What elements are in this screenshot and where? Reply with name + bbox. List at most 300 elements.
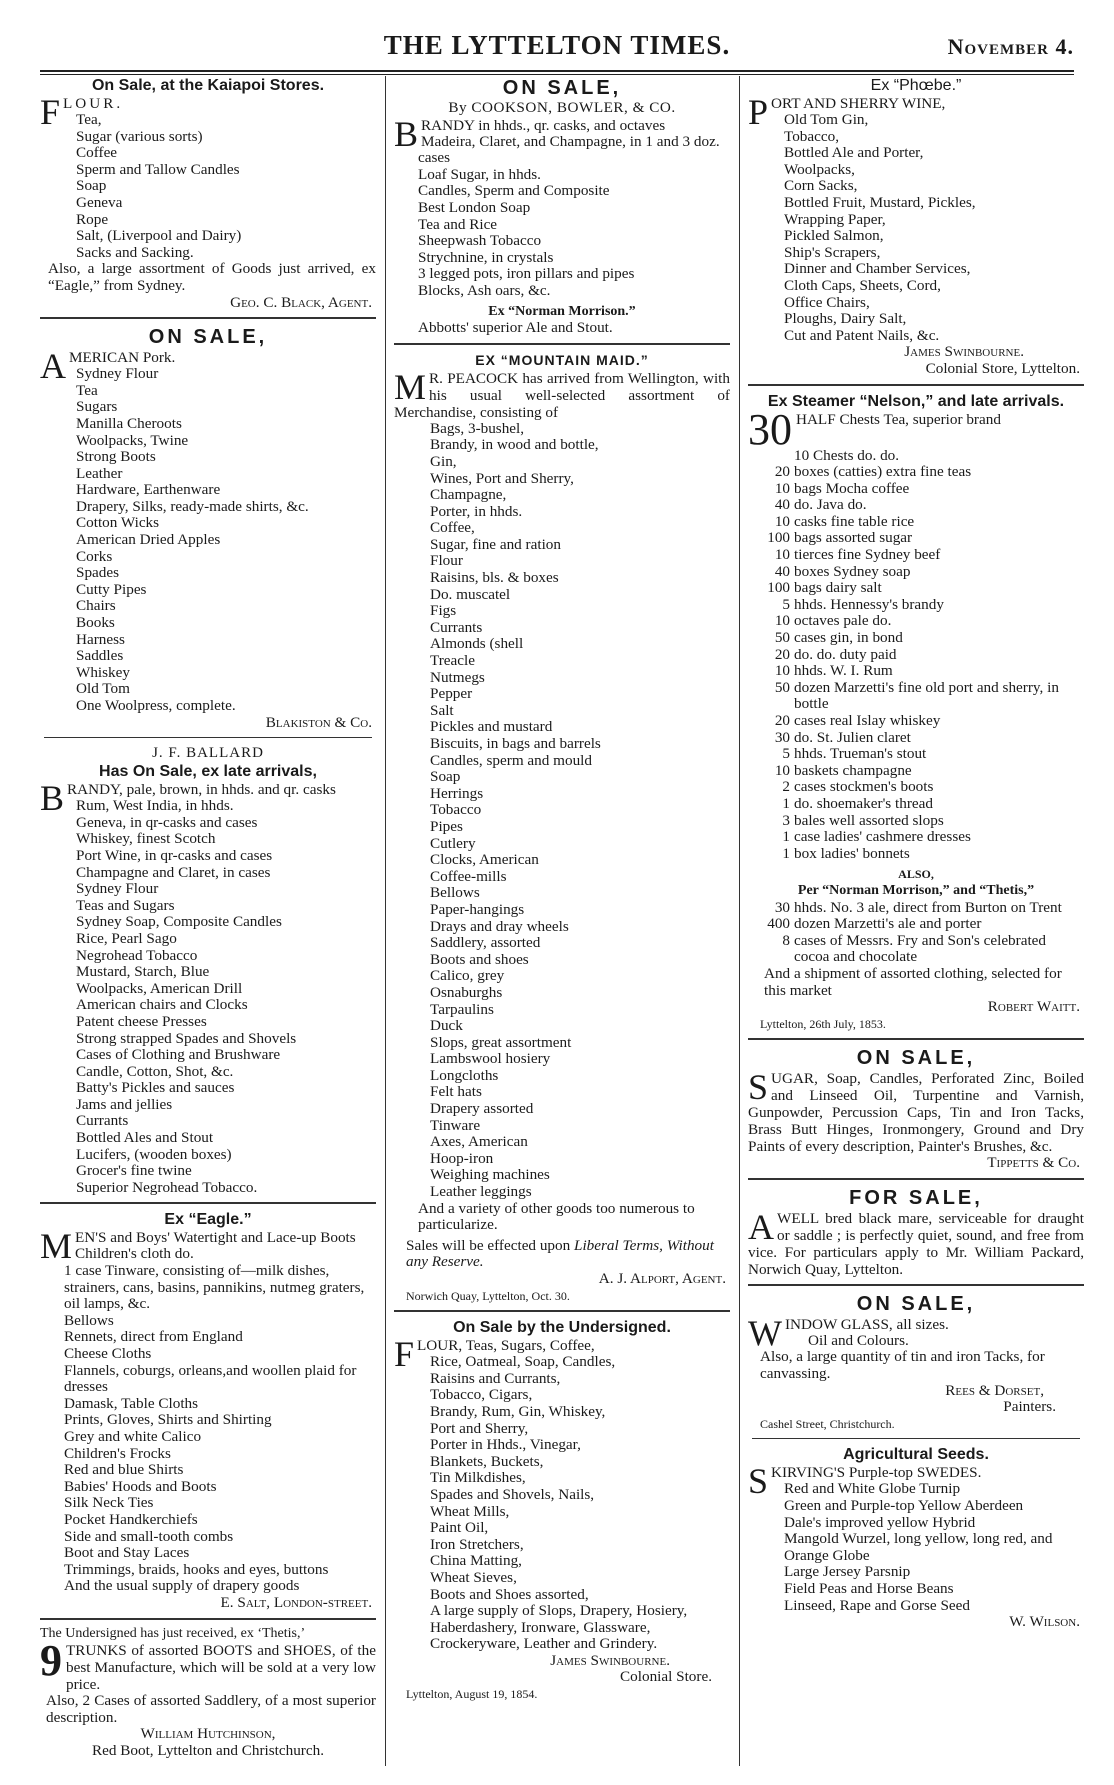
ad-heading: Ex “Phœbe.”	[870, 77, 962, 94]
list-item: Cutty Pipes	[76, 580, 147, 598]
drop-cap: W	[748, 1312, 782, 1353]
quantity: 10	[774, 546, 790, 564]
ad-note: Also, a large assortment of Goods just arrived, ex “Eagle,” from Sydney.	[48, 260, 376, 294]
quantity: 10	[774, 612, 790, 630]
list-item: Rice, Oatmeal, Soap, Candles,	[430, 1353, 616, 1371]
list-item: Biscuits, in bags and barrels	[430, 735, 601, 752]
ad-heading: ON SALE,	[502, 77, 622, 99]
item-list	[40, 798, 376, 1196]
ad-separator	[748, 1178, 1084, 1180]
list-item: Soap	[76, 177, 107, 195]
item-list	[394, 1354, 730, 1653]
list-item: Large Jersey Parsnip	[784, 1563, 911, 1581]
list-item: Porter, in hhds.	[430, 502, 523, 520]
list-item: Whiskey	[76, 663, 130, 681]
issue-date: November 4.	[947, 34, 1074, 59]
quantity: 30	[774, 728, 790, 746]
quantity-item: dozen Marzetti's ale and porter	[794, 915, 982, 933]
list-item: Cut and Patent Nails, &c.	[784, 326, 940, 344]
list-item: Grocer's fine twine	[76, 1162, 192, 1180]
list-item: Tea	[76, 381, 98, 399]
ad-kaiapoi-stores	[40, 76, 376, 311]
list-item: Cloth Caps, Sheets, Cord,	[784, 276, 941, 294]
quantity-item: baskets champagne	[794, 761, 912, 779]
quantity: 10	[774, 479, 790, 497]
list-item: Boots and shoes	[430, 950, 529, 968]
quantity: 30	[774, 898, 790, 916]
drop-cap: P	[748, 92, 769, 132]
ad-signature: A. J. Alport, Agent.	[598, 1270, 726, 1287]
quantity: 1	[782, 828, 790, 846]
quantity-row	[758, 746, 1084, 763]
drop-cap: B	[40, 778, 65, 819]
list-item: Bellows	[430, 884, 480, 902]
newspaper-title: THE LYTTELTON TIMES.	[383, 30, 731, 60]
list-item: Salt, (Liverpool and Dairy)	[76, 227, 242, 245]
list-item: Old Tom	[76, 680, 130, 698]
ad-cookson-bowler	[394, 76, 730, 337]
ad-waitt	[748, 392, 1084, 1033]
quantity-item: hhds. Trueman's stout	[794, 745, 927, 763]
list-item: Teas and Sugars	[76, 896, 175, 914]
list-item: Bottled Fruit, Mustard, Pickles,	[784, 193, 976, 211]
list-item: Strong strapped Spades and Shovels	[76, 1029, 297, 1047]
list-item: And the usual supply of drapery goods	[64, 1577, 300, 1595]
list-item: Flour	[430, 552, 463, 570]
list-item: Blankets, Buckets,	[430, 1452, 544, 1470]
quantity-item: boxes (catties) extra fine teas	[794, 463, 972, 481]
item-list	[40, 366, 376, 714]
list-item: Coffee,	[430, 519, 475, 537]
ad-place-date: Norwich Quay, Lyttelton, Oct. 30.	[406, 1288, 570, 1303]
list-item: Rice, Pearl Sago	[76, 929, 177, 947]
list-item: Geneva, in qr-casks and cases	[76, 813, 258, 831]
list-item: Grey and white Calico	[64, 1427, 202, 1445]
list-item: Boot and Stay Laces	[64, 1544, 190, 1562]
list-item: Woolpacks, Twine	[76, 431, 189, 449]
quantity-list	[748, 448, 1084, 863]
column-2	[394, 76, 730, 1709]
ad-subheading: Ex “Norman Morrison.”	[488, 303, 636, 319]
also-label: ALSO,	[898, 867, 934, 882]
ad-store: Colonial Store.	[620, 1668, 712, 1686]
list-item: Books	[76, 614, 115, 632]
quantity-item: cases stockmen's boots	[794, 778, 934, 796]
ad-signature: Blakiston & Co.	[265, 713, 372, 731]
list-item: Lucifers, (wooden boxes)	[76, 1145, 232, 1163]
ad-date: Lyttelton, August 19, 1854.	[406, 1687, 538, 1702]
quantity-item: hhds. Hennessy's brandy	[794, 595, 944, 613]
quantity-item: cases of Messrs. Fry and Son's celebrated cocoa and chocolate	[794, 931, 1047, 966]
list-item: Coffee-mills	[430, 867, 507, 885]
quantity-item: bags dairy salt	[794, 579, 882, 597]
list-item: Babies' Hoods and Boots	[64, 1477, 217, 1495]
quantity-item: hhds. W. I. Rum	[794, 662, 893, 680]
list-item: Raisins and Currants,	[430, 1369, 561, 1387]
quantity-row	[758, 547, 1084, 564]
list-item: Prints, Gloves, Shirts and Shirting	[64, 1411, 272, 1429]
quantity-row	[758, 846, 1084, 863]
column-divider	[385, 76, 386, 1766]
ad-subline: Abbotts' superior Ale and Stout.	[418, 319, 613, 337]
list-item: Superior Negrohead Tobacco.	[76, 1178, 258, 1196]
ad-byline: By COOKSON, BOWLER, & CO.	[448, 99, 676, 116]
ad-body: UGAR, Soap, Candles, Perforated Zinc, Boiled and Linseed Oil, Turpentine and Varnish, Gunpowder, Percussion Caps, Tin and Iron Tacks, Brass Butt Hinges, Ironmongery, Ground and Dry Paints of every description, Painter's Brushes, &c.	[748, 1070, 1084, 1156]
drop-cap: A	[748, 1206, 774, 1247]
quantity-item: box ladies' bonnets	[794, 844, 910, 862]
quantity: 5	[782, 595, 790, 613]
list-item: Manilla Cheroots	[76, 414, 182, 432]
list-item: Tobacco, Cigars,	[430, 1386, 533, 1404]
quantity: 40	[774, 496, 790, 514]
quantity: 10	[774, 512, 790, 530]
list-item: Whiskey, finest Scotch	[76, 830, 216, 848]
list-item: Boots and Shoes assorted,	[430, 1585, 589, 1603]
drop-cap: M	[394, 366, 427, 407]
list-item: Paint Oil,	[430, 1519, 489, 1537]
list-item: Candles, sperm and mould	[430, 751, 592, 769]
list-item: Axes, American	[430, 1133, 528, 1151]
list-item: Spades	[76, 564, 120, 582]
list-item: Red and blue Shirts	[64, 1461, 184, 1479]
list-item: Brandy, in wood and bottle,	[430, 436, 599, 454]
ad-trade: Painters.	[1003, 1398, 1056, 1416]
ad-heading: On Sale by the Undersigned.	[453, 1319, 671, 1337]
ad-signature: Tippetts & Co.	[987, 1154, 1080, 1172]
list-item: American Dried Apples	[76, 531, 221, 549]
terms-italic: Liberal Terms, Without any Reserve.	[406, 1236, 714, 1271]
list-item: Treacle	[430, 652, 475, 670]
masthead-rule	[40, 70, 1074, 75]
list-item: Flannels, coburgs, orleans,and woollen plaid for dresses	[64, 1361, 357, 1396]
list-item: Sugars	[76, 398, 118, 416]
ad-first-line: LOUR, Teas, Sugars, Coffee,	[417, 1337, 595, 1355]
item-list	[748, 1481, 1084, 1614]
quantity-item: dozen Marzetti's fine old port and sherry, in bottle	[794, 678, 1059, 713]
quantity-row	[758, 481, 1084, 498]
quantity-row	[758, 613, 1084, 630]
ad-signature: Rees & Dorset,	[945, 1381, 1044, 1399]
list-item: Dinner and Chamber Services,	[784, 260, 971, 278]
ad-first-line: LOUR.	[63, 95, 124, 112]
quantity-row	[758, 680, 1084, 713]
list-item: Sydney Soap, Composite Candles	[76, 913, 282, 931]
column-3	[748, 76, 1084, 1637]
list-item: Tea and Rice	[418, 215, 498, 233]
merchant-name: J. F. BALLARD	[152, 745, 264, 762]
quantity-row	[758, 448, 1084, 465]
item-list	[394, 134, 730, 300]
list-item: Paper-hangings	[430, 900, 525, 918]
list-item: Sperm and Tallow Candles	[76, 160, 240, 178]
list-item: Clocks, American	[430, 851, 539, 869]
ad-line: Oil and Colours.	[808, 1331, 909, 1349]
list-item: Trimmings, braids, hooks and eyes, buttons	[64, 1560, 329, 1578]
ad-place: Cashel Street, Christchurch.	[760, 1416, 895, 1431]
drop-cap: 30	[748, 404, 792, 454]
list-item: Cases of Clothing and Brushware	[76, 1046, 281, 1064]
column-divider	[739, 76, 740, 1766]
quantity: 20	[774, 645, 790, 663]
item-list	[40, 1246, 376, 1594]
quantity-row	[758, 916, 1084, 933]
quantity-list	[748, 900, 1084, 966]
ad-heading: Has On Sale, ex late arrivals,	[99, 763, 317, 781]
list-item: Sheepwash Tobacco	[418, 232, 542, 250]
ad-packard	[748, 1186, 1084, 1278]
list-item: Pepper	[430, 685, 473, 703]
quantity: 1	[782, 844, 790, 862]
list-item: Cutlery	[430, 834, 476, 852]
quantity: 50	[774, 629, 790, 647]
list-item: Dale's improved yellow Hybrid	[784, 1513, 976, 1531]
ad-heading: ON SALE,	[148, 326, 268, 349]
list-item: Currants	[430, 618, 483, 636]
list-item: Ship's Scrapers,	[784, 243, 881, 261]
ad-separator	[748, 384, 1084, 386]
list-item: Port Wine, in qr-casks and cases	[76, 846, 273, 864]
list-item: Do. muscatel	[430, 585, 511, 603]
list-item: Soap	[430, 768, 461, 786]
list-item: Strychnine, in crystals	[418, 248, 554, 266]
quantity-item: 10 Chests do. do.	[794, 446, 900, 464]
list-item: Pipes	[430, 817, 463, 835]
list-item: Children's Frocks	[64, 1444, 171, 1462]
quantity-item: do. do. duty paid	[794, 645, 897, 663]
ad-phoebe	[748, 76, 1084, 378]
ad-date: Lyttelton, 26th July, 1853.	[760, 1016, 886, 1031]
quantity-row	[758, 564, 1084, 581]
item-list	[748, 112, 1084, 344]
ad-heading: EX “MOUNTAIN MAID.”	[475, 351, 649, 368]
ad-heading: Ex Steamer “Nelson,” and late arrivals.	[767, 392, 1065, 410]
list-item: Field Peas and Horse Beans	[784, 1580, 954, 1597]
quantity-row	[758, 514, 1084, 531]
list-item: Harness	[76, 630, 125, 648]
ad-separator	[394, 343, 730, 345]
quantity-row	[758, 796, 1084, 813]
item-list	[40, 112, 376, 261]
list-item: Saddlery, assorted	[430, 934, 541, 952]
list-item: Batty's Pickles and sauces	[76, 1079, 235, 1097]
quantity: 3	[782, 811, 790, 829]
list-item: Chairs	[76, 597, 116, 615]
quantity-item: do. Java do.	[794, 496, 867, 514]
list-item: Side and small-tooth combs	[64, 1527, 234, 1545]
ad-salt	[40, 1210, 376, 1611]
ad-subheading: Per “Norman Morrison,” and “Thetis,”	[797, 882, 1035, 898]
quantity-item: do. shoemaker's thread	[794, 794, 933, 812]
quantity: 10	[774, 662, 790, 680]
quantity: 100	[767, 529, 790, 547]
list-item: Mustard, Starch, Blue	[76, 963, 210, 981]
list-item: Champagne and Claret, in cases	[76, 863, 271, 881]
list-item: Linseed, Rape and Gorse Seed	[784, 1596, 970, 1614]
list-item: Tin Milkdishes,	[430, 1469, 526, 1487]
list-item: China Matting,	[430, 1552, 522, 1570]
list-item: Drapery assorted	[430, 1100, 534, 1118]
quantity-row	[758, 900, 1084, 917]
ad-separator	[40, 317, 376, 319]
list-item: Hoop-iron	[430, 1149, 494, 1167]
ad-peacock	[394, 351, 730, 1304]
ad-signature: James Swinbourne.	[904, 343, 1024, 361]
drop-cap: M	[40, 1226, 73, 1267]
ad-signature: William Hutchinson,	[140, 1725, 276, 1743]
list-item: Wheat Mills,	[430, 1502, 510, 1520]
ad-first-line: EN'S and Boys' Watertight and Lace-up Boots	[75, 1229, 356, 1247]
ad-signature: Geo. C. Black, Agent.	[230, 293, 372, 311]
list-item: Calico, grey	[430, 967, 505, 985]
list-item: Blocks, Ash oars, &c.	[418, 281, 551, 299]
list-item: Best London Soap	[418, 198, 531, 216]
list-item: Porter in Hhds., Vinegar,	[430, 1436, 581, 1454]
ad-heading: On Sale, at the Kaiapoi Stores.	[91, 77, 325, 94]
list-item: Wrapping Paper,	[784, 210, 886, 228]
ad-body: WELL bred black mare, serviceable for draught or saddle ; is perfectly quiet, sound, and free from vice. For particulars apply to Mr. William Packard, Norwich Quay, Lyttelton.	[748, 1209, 1084, 1278]
ad-note: Also, 2 Cases of assorted Saddlery, of a most superior description.	[46, 1692, 376, 1726]
quantity-row	[758, 933, 1084, 966]
list-item: Loaf Sugar, in hhds.	[418, 165, 541, 183]
ad-first-line: RANDY, pale, brown, in hhds. and qr. casks	[67, 781, 336, 799]
ad-first-line: INDOW GLASS, all sizes.	[784, 1315, 949, 1333]
list-item: Iron Stretchers,	[430, 1535, 524, 1553]
drop-cap: F	[40, 92, 61, 132]
list-item: Champagne,	[430, 486, 507, 504]
ad-swinbourne-undersigned	[394, 1318, 730, 1702]
list-item: Tarpaulins	[430, 1000, 494, 1018]
list-item: Silk Neck Ties	[64, 1494, 154, 1512]
list-item: Slops, great assortment	[430, 1033, 572, 1051]
list-item: Strong Boots	[76, 448, 156, 466]
ad-address: Red Boot, Lyttelton and Christchurch.	[91, 1741, 324, 1759]
quantity: 400	[767, 915, 790, 933]
column-1	[40, 76, 376, 1765]
list-item: Cheese Cloths	[64, 1345, 152, 1362]
list-item: Tea,	[76, 111, 102, 128]
quantity-item: bags assorted sugar	[794, 529, 913, 547]
list-item: Leather leggings	[430, 1183, 532, 1201]
ad-separator	[44, 737, 372, 738]
list-item: Spades and Shovels, Nails,	[430, 1485, 595, 1503]
ad-signature: James Swinbourne.	[550, 1651, 670, 1669]
list-item: Pickled Salmon,	[784, 227, 884, 245]
ad-signature: Robert Waitt.	[987, 998, 1080, 1016]
list-item: Damask, Table Cloths	[64, 1394, 199, 1412]
quantity-row	[758, 597, 1084, 614]
quantity: 20	[774, 463, 790, 481]
drop-cap: S	[748, 1461, 769, 1502]
ad-note: And a variety of other goods too numerous to particularize.	[418, 1199, 695, 1234]
list-item: 1 case Tinware, consisting of—milk dishes, strainers, cans, basins, pannikins, nutmeg graters, oil lamps, &c.	[64, 1262, 365, 1313]
list-item: Duck	[430, 1017, 463, 1035]
list-item: Old Tom Gin,	[784, 111, 869, 128]
list-item: Red and White Globe Turnip	[784, 1480, 961, 1498]
list-item: Candle, Cotton, Shot, &c.	[76, 1062, 234, 1080]
ad-first-line: RANDY in hhds., qr. casks, and octaves	[421, 116, 666, 134]
drop-cap: B	[394, 113, 419, 154]
list-item: Bottled Ale and Porter,	[784, 144, 924, 162]
quantity: 2	[782, 778, 790, 796]
quantity-row	[758, 779, 1084, 796]
list-item: Office Chairs,	[784, 293, 870, 311]
list-item: Wheat Sieves,	[430, 1568, 517, 1586]
quantity-item: boxes Sydney soap	[794, 562, 911, 580]
list-item: Children's cloth do.	[75, 1245, 194, 1263]
quantity: 20	[774, 712, 790, 729]
ad-signature: E. Salt, London-street.	[220, 1593, 372, 1611]
quantity-row	[758, 763, 1084, 780]
quantity-row	[758, 713, 1084, 730]
list-item: Pickles and mustard	[430, 718, 553, 736]
ad-heading: Ex “Eagle.”	[164, 1211, 252, 1229]
item-list	[394, 421, 730, 1201]
ad-ballard	[40, 744, 376, 1196]
ad-heading: The Undersigned has just received, ex ‘Thetis,’	[40, 1625, 306, 1641]
ad-heading: ON SALE,	[856, 1292, 976, 1315]
quantity-item: octaves pale do.	[794, 612, 892, 630]
ad-rees-dorset	[748, 1292, 1084, 1433]
list-item: Wines, Port and Sherry,	[430, 469, 574, 487]
quantity: 50	[774, 678, 790, 696]
quantity-item: cases gin, in bond	[794, 629, 903, 647]
list-item: Salt	[430, 701, 454, 719]
list-item: Sugar, fine and ration	[430, 535, 561, 553]
ad-first-line: MERICAN Pork.	[69, 349, 176, 367]
list-item: Rennets, direct from England	[64, 1328, 243, 1346]
terms-text: Sales will be effected upon	[406, 1236, 574, 1254]
quantity-row	[758, 829, 1084, 846]
quantity: 5	[782, 745, 790, 763]
list-item: Raisins, bls. & boxes	[430, 569, 559, 587]
list-item: One Woolpress, complete.	[76, 697, 236, 714]
list-item: Sacks and Sacking.	[76, 243, 194, 261]
list-item: A large supply of Slops, Drapery, Hosiery, Haberdashery, Ironware, Glassware, Crockeryware, Leather and Grindery.	[430, 1602, 688, 1653]
list-item: 3 legged pots, iron pillars and pipes	[418, 265, 635, 283]
quantity-row	[758, 647, 1084, 664]
quantity-row	[758, 813, 1084, 830]
ad-separator	[748, 1038, 1084, 1040]
ad-separator	[748, 1284, 1084, 1286]
list-item: Geneva	[76, 193, 123, 211]
quantity-row	[758, 530, 1084, 547]
list-item: Woolpacks,	[784, 160, 855, 178]
list-item: Hardware, Earthenware	[76, 481, 221, 499]
list-item: Pocket Handkerchiefs	[64, 1510, 198, 1528]
list-item: Bags, 3-bushel,	[430, 419, 525, 437]
list-item: Sugar (various sorts)	[76, 127, 203, 145]
ad-note: Also, a large quantity of tin and iron Tacks, for canvassing.	[760, 1348, 1045, 1383]
list-item: Cotton Wicks	[76, 514, 160, 532]
list-item: Jams and jellies	[76, 1095, 173, 1113]
list-item: Madeira, Claret, and Champagne, in 1 and 3 doz. cases	[418, 132, 720, 167]
list-item: Lambswool hosiery	[430, 1050, 551, 1068]
list-item: Herrings	[430, 784, 484, 802]
quantity-item: bags Mocha coffee	[794, 479, 910, 497]
ad-blakiston	[40, 325, 376, 731]
drop-cap: F	[394, 1334, 415, 1375]
list-item: Ploughs, Dairy Salt,	[784, 310, 907, 328]
list-item: Candles, Sperm and Composite	[418, 182, 610, 200]
list-item: Coffee	[76, 144, 118, 162]
list-item: Longcloths	[430, 1066, 499, 1084]
quantity-row	[758, 497, 1084, 514]
ad-signature: W. Wilson.	[1009, 1613, 1080, 1631]
list-item: Woolpacks, American Drill	[76, 979, 243, 997]
drop-cap: 9	[40, 1636, 62, 1686]
ad-separator	[40, 1618, 376, 1620]
quantity-row	[758, 464, 1084, 481]
